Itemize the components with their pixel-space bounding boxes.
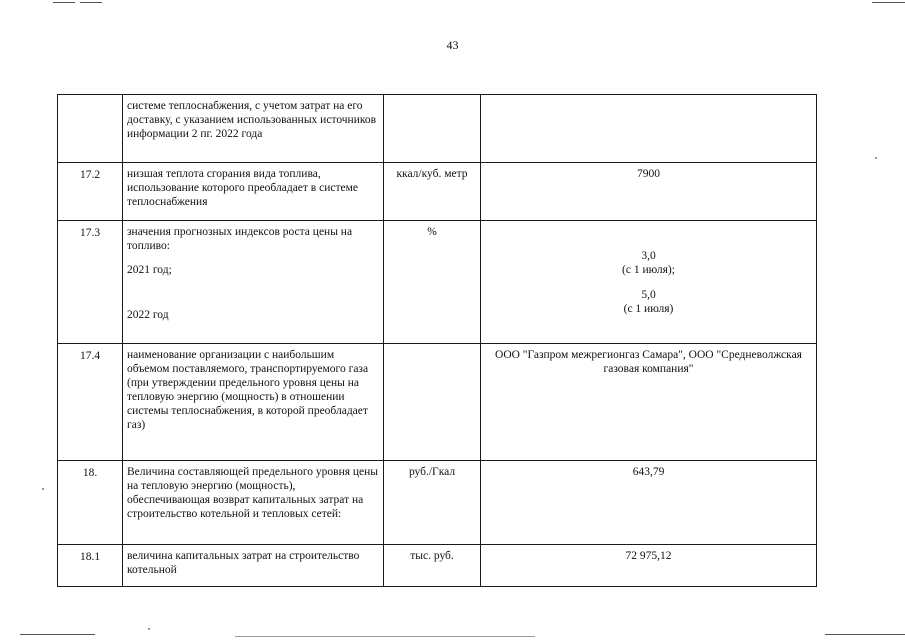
row-unit [384,95,481,163]
row-description: низшая теплота сгорания вида топлива, использование которого преобладает в системе теплоснабжения [123,163,384,221]
row-value: 7900 [481,163,817,221]
scan-artifact [42,488,44,490]
table-row [58,95,817,163]
row-description: наименование организации с наибольшим объемом поставляемого, транспортируемого газа (при утверждении предельного уровня цены на тепловую энергию (мощность) в отношении системы теплоснабжения, в которой преобладает газ) [123,344,384,461]
sub-item-value: 3,0 [641,250,656,262]
row-number: 17.3 [58,221,123,344]
table-row [58,461,817,545]
scan-artifact [148,628,150,630]
row-description-text: значения прогнозных индексов роста цены на топливо: [127,226,353,252]
scan-artifact [825,634,905,635]
row-description [123,221,384,344]
row-number: 18.1 [58,545,123,587]
scan-artifact [53,2,75,3]
table-row [58,163,817,221]
row-unit: тыс. руб. [384,545,481,587]
row-unit: % [384,221,481,344]
scan-artifact [875,157,877,159]
page-number: 43 [446,38,459,52]
table-row [58,545,817,587]
row-description: системе теплоснабжения, с учетом затрат на его доставку, с указанием использованных источников информации 2 пг. 2022 года [123,95,384,163]
row-unit: руб./Гкал [384,461,481,545]
sub-item-label: 2022 год [127,309,169,321]
row-unit [384,344,481,461]
row-value: 643,79 [481,461,817,545]
row-number [58,95,123,163]
row-number: 17.4 [58,344,123,461]
tariff-table [57,94,817,587]
row-number: 18. [58,461,123,545]
scan-artifact [80,2,102,3]
row-value: ООО "Газпром межрегионгаз Самара", ООО "Средневолжская газовая компания" [481,344,817,461]
row-value [481,95,817,163]
row-description: величина капитальных затрат на строительство котельной [123,545,384,587]
sub-item-note: (с 1 июля); [622,264,675,276]
table-row [58,344,817,461]
scan-artifact [872,2,905,3]
scan-artifact [20,634,95,635]
sub-item-label: 2021 год; [127,264,172,276]
table-row [58,221,817,344]
row-description: Величина составляющей предельного уровня цены на тепловую энергию (мощность), обеспечивающая возврат капитальных затрат на строительство котельной и тепловых сетей: [123,461,384,545]
row-value: 72 975,12 [481,545,817,587]
row-value [481,221,817,344]
sub-item-value: 5,0 [641,289,656,301]
row-unit: ккал/куб. метр [384,163,481,221]
row-number: 17.2 [58,163,123,221]
scan-artifact [235,636,535,637]
sub-item-note: (с 1 июля) [623,303,674,315]
